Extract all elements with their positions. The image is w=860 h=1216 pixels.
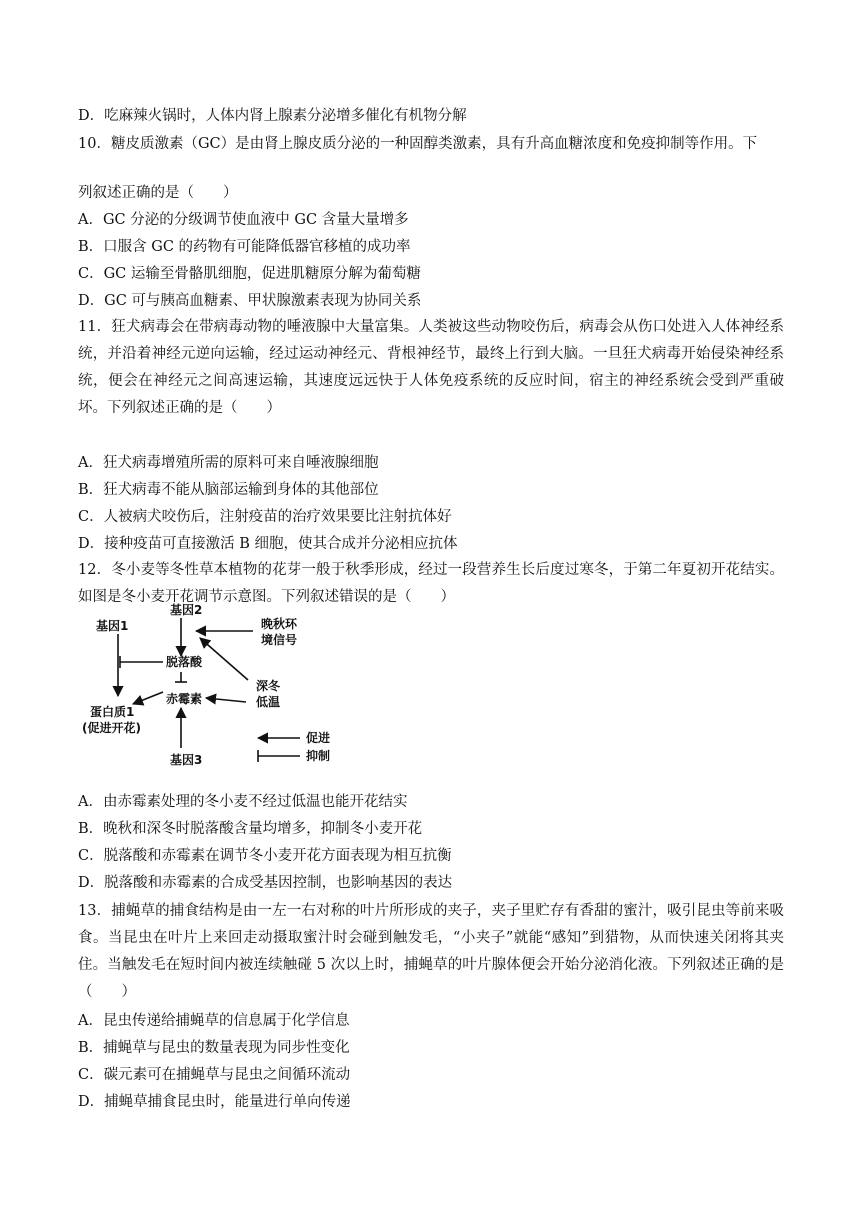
protein1-label-2: (促进开花) xyxy=(82,721,141,735)
arrow-cold-to-ga xyxy=(206,698,246,702)
q11-stem: 11．狂犬病毒会在带病毒动物的唾液腺中大量富集。人类被这些动物咬伤后，病毒会从伤口处进入人体神经系统，并沿着神经元逆向运输，经过运动神经元、背根神经节，最终上行到大脑。一旦狂犬病毒开始侵染神经系统，便会在神经元之间高速运输，其速度远远快于人体免疫系统的反应时间，宿主的神经系统会受到严重破坏。下列叙述正确的是（ ） xyxy=(78,319,784,416)
q12-option-b: B．晚秋和深冬时脱落酸含量均增多，抑制冬小麦开花 xyxy=(78,821,423,837)
aba-label: 脱落酸 xyxy=(166,655,203,669)
q13-option-c: C．碳元素可在捕蝇草与昆虫之间循环流动 xyxy=(78,1067,351,1083)
gene1-label: 基因1 xyxy=(96,619,129,633)
flowering-regulation-diagram xyxy=(78,598,368,776)
q12-option-c: C．脱落酸和赤霉素在调节冬小麦开花方面表现为相互抗衡 xyxy=(78,848,452,864)
q12-option-a: A．由赤霉素处理的冬小麦不经过低温也能开花结实 xyxy=(78,794,408,810)
q11-option-d: D．接种疫苗可直接激活 B 细胞，使其合成并分泌相应抗体 xyxy=(78,536,458,552)
autumn-signal-label-1: 晚秋环 xyxy=(261,617,298,631)
q11-option-b: B．狂犬病毒不能从脑部运输到身体的其他部位 xyxy=(78,482,379,498)
q12-stem: 12．冬小麦等冬性草本植物的花芽一般于秋季形成，经过一段营养生长后度过寒冬，于第二年夏初开花结实。如图是冬小麦开花调节示意图。下列叙述错误的是（ ） xyxy=(78,562,784,605)
q10-stem-line1: 10．糖皮质激素（GC）是由肾上腺皮质分泌的一种固醇类激素，具有升高血糖浓度和免疫抑制等作用。下 xyxy=(78,136,758,152)
q10-option-a: A．GC 分泌的分级调节使血液中 GC 含量大量增多 xyxy=(78,212,409,228)
q13-option-d: D．捕蝇草捕食昆虫时，能量进行单向传递 xyxy=(78,1094,351,1110)
gene2-label: 基因2 xyxy=(170,603,203,617)
cold-label-1: 深冬 xyxy=(256,679,281,693)
ga-label: 赤霉素 xyxy=(166,692,203,706)
arrow-cold-to-aba xyxy=(200,638,248,680)
q13-stem: 13．捕蝇草的捕食结构是由一左一右对称的叶片所形成的夹子，夹子里贮存有香甜的蜜汁，吸引昆虫等前来吸食。当昆虫在叶片上来回走动摄取蜜汁时会碰到触发毛，“小夹子”就能“感知”到猎物，从而快速关闭将其夹住。当触发毛在短时间内被连续触碰 5 次以上时，捕蝇草的叶片腺体便会开始分泌消化液。下列叙述正确的是（ ） xyxy=(78,903,784,1000)
q9-option-d: D．吃麻辣火锅时，人体内肾上腺素分泌增多催化有机物分解 xyxy=(78,108,467,124)
protein1-label-1: 蛋白质1 xyxy=(90,705,135,719)
cold-label-2: 低温 xyxy=(256,695,281,709)
q10-stem-line2: 列叙述正确的是（ ） xyxy=(78,185,238,201)
q11-option-a: A．狂犬病毒增殖所需的原料可来自唾液腺细胞 xyxy=(78,455,379,471)
autumn-signal-label-2: 境信号 xyxy=(261,633,298,647)
q10-option-c: C．GC 运输至骨骼肌细胞，促进肌糖原分解为葡萄糖 xyxy=(78,266,421,282)
q13-option-b: B．捕蝇草与昆虫的数量表现为同步性变化 xyxy=(78,1040,350,1056)
gene3-label: 基因3 xyxy=(170,753,203,767)
q10-option-d: D．GC 可与胰高血糖素、甲状腺激素表现为协同关系 xyxy=(78,293,422,309)
q13-option-a: A．昆虫传递给捕蝇草的信息属于化学信息 xyxy=(78,1013,350,1029)
q10-option-b: B．口服含 GC 的药物有可能降低器官移植的成功率 xyxy=(78,239,411,255)
legend-inhibit-label: 抑制 xyxy=(306,749,331,763)
legend-promote-label: 促进 xyxy=(306,731,331,745)
arrow-ga-to-protein1 xyxy=(133,692,163,704)
q12-option-d: D．脱落酸和赤霉素的合成受基因控制，也影响基因的表达 xyxy=(78,875,453,891)
q11-option-c: C．人被病犬咬伤后，注射疫苗的治疗效果要比注射抗体好 xyxy=(78,509,452,525)
